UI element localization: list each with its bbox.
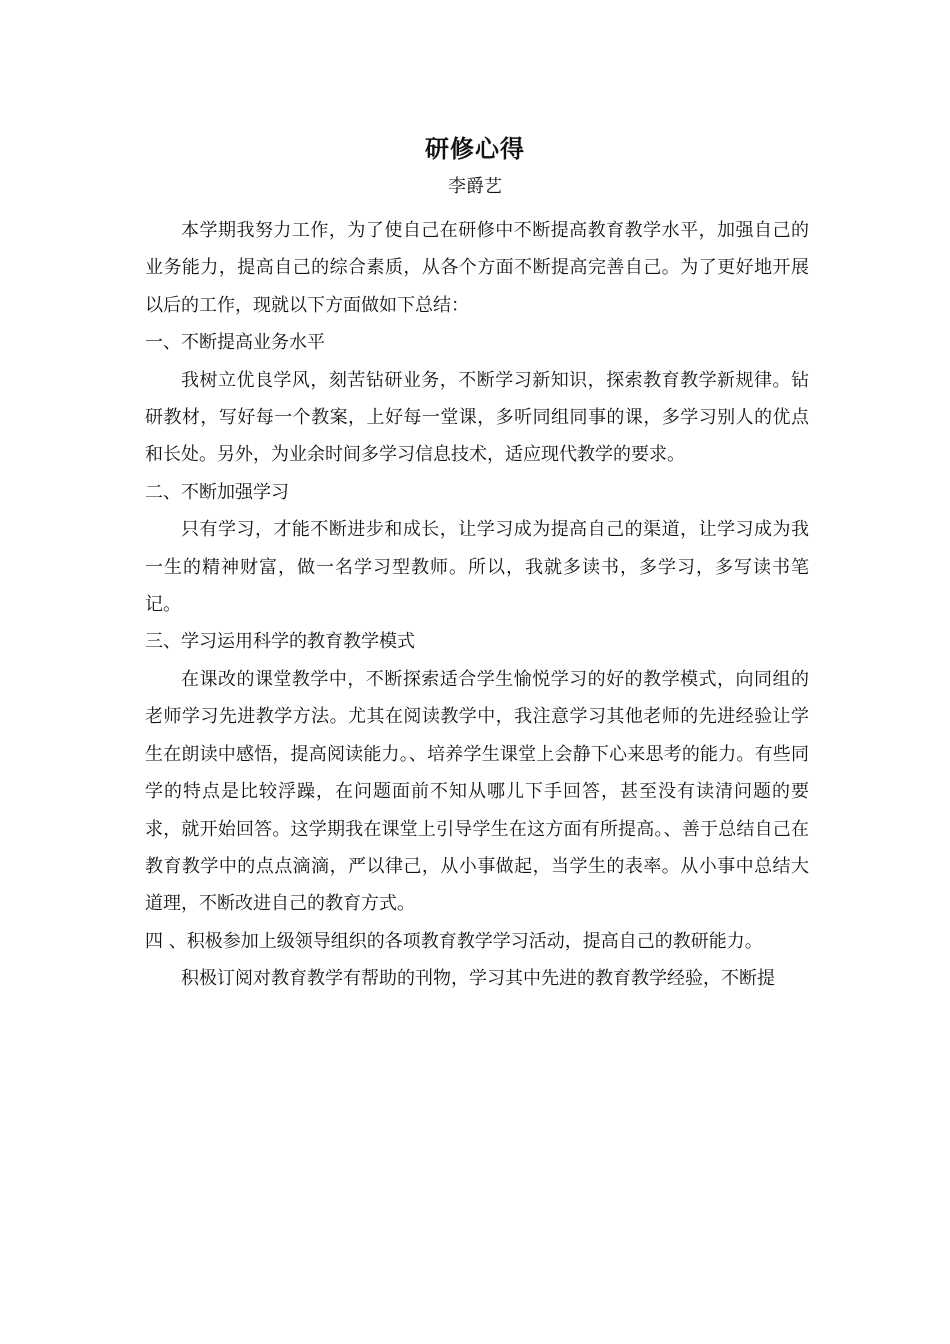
section-heading-2: 二、不断加强学习 — [145, 481, 289, 503]
section-heading-4: 四 、积极参加上级领导组织的各项教育教学学习活动，提高自己的教研能力。 — [145, 930, 763, 952]
document-title: 研修心得 — [425, 134, 525, 163]
document-author: 李爵艺 — [448, 176, 502, 197]
document-body — [145, 212, 809, 998]
section-heading-1: 一、不断提高业务水平 — [145, 332, 325, 354]
intro-paragraph: 本学期我努力工作，为了使自己在研修中不断提高教育教学水平，加强自己的业务能力，提高自己的综合素质，从各个方面不断提高完善自己。为了更好地开展以后的工作，现就以下方面做如下总结： — [145, 220, 809, 316]
section-heading-3: 三、学习运用科学的教育教学模式 — [145, 631, 415, 653]
section-paragraph-1: 我树立优良学风，刻苦钻研业务，不断学习新知识，探索教育教学新规律。钻研教材，写好每一个教案，上好每一堂课，多听同组同事的课，多学习别人的优点和长处。另外，为业余时间多学习信息技术，适应现代教学的要求。 — [145, 369, 809, 466]
section-paragraph-2: 只有学习，才能不断进步和成长，让学习成为提高自己的渠道，让学习成为我一生的精神财富，做一名学习型教师。所以，我就多读书，多学习，多写读书笔记。 — [145, 519, 809, 616]
section-paragraph-4: 积极订阅对教育教学有帮助的刊物，学习其中先进的教育教学经验，不断提 — [181, 968, 775, 990]
section-paragraph-3: 在课改的课堂教学中，不断探索适合学生愉悦学习的好的教学模式，向同组的老师学习先进教学方法。尤其在阅读教学中，我注意学习其他老师的先进经验让学生在朗读中感悟，提高阅读能力。、培养学生课堂上会静下心来思考的能力。有些同学的特点是比较浮躁，在问题面前不知从哪儿下手回答，甚至没有读清问题的要求，就开始回答。这学期我在课堂上引导学生在这方面有所提高。、善于总结自己在教育教学中的点点滴滴，严以律己，从小事做起，当学生的表率。从小事中总结大道理，不断改进自己的教育方式。 — [145, 668, 809, 915]
